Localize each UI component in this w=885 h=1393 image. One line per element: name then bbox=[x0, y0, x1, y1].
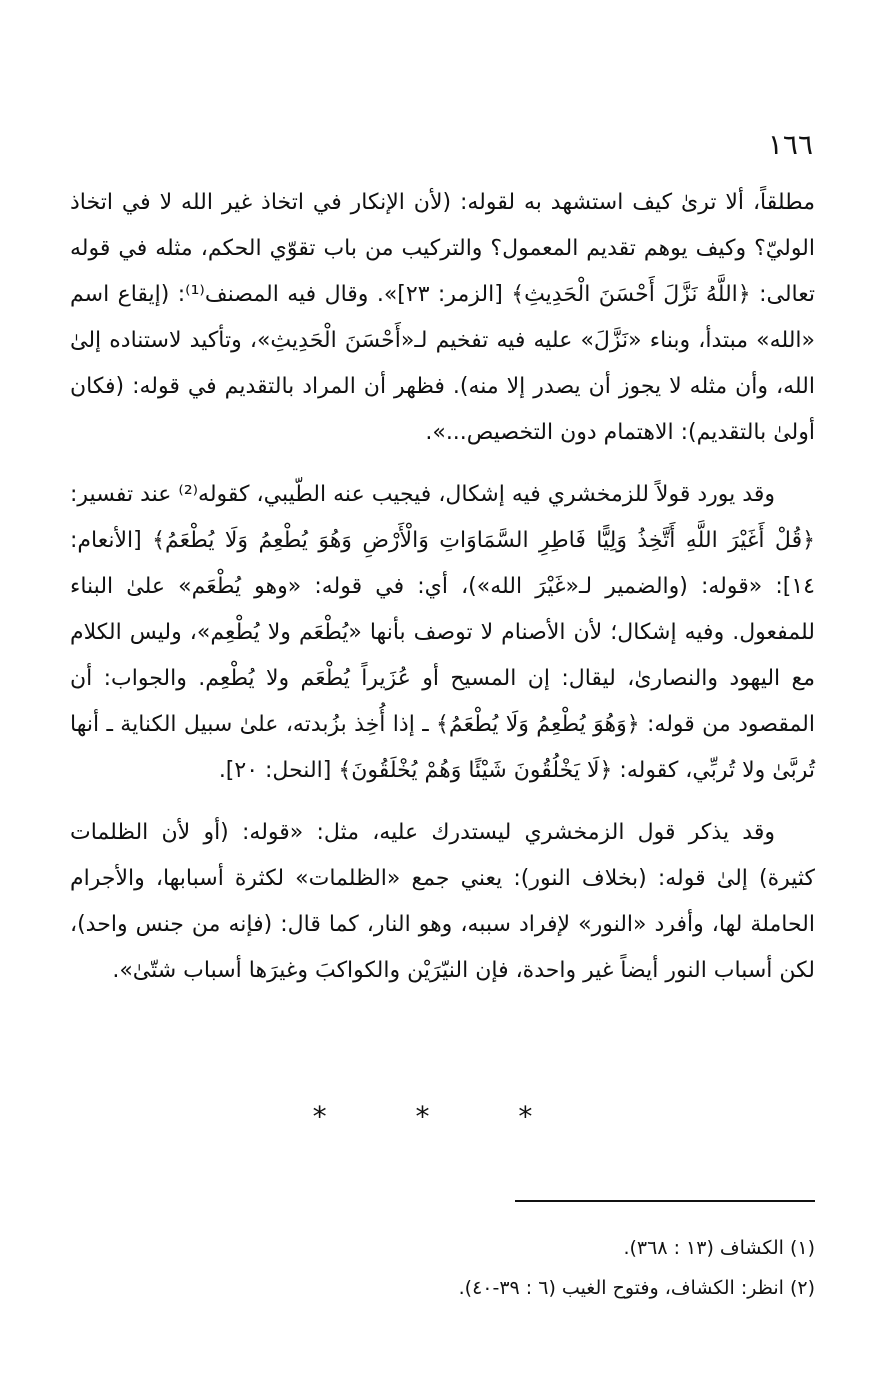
footnote-divider bbox=[515, 1200, 815, 1202]
footnote-1: (١) الكشاف (١٣ : ٣٦٨). bbox=[623, 1237, 815, 1259]
footnotes bbox=[70, 1228, 815, 1308]
footnote-2: (٢) انظر: الكشاف، وفتوح الغيب (٦ : ٣٩-٤٠). bbox=[458, 1277, 815, 1299]
paragraph-1: مطلقاً، ألا ترىٰ كيف استشهد به لقوله: (لأن الإنكار في اتخاذ غير الله لا في اتخاذ الوليّ؟ وكيف يوهم تقديم المعمول؟ والتركيب من باب تقوّي الحكم، مثله في قوله تعالى: ﴿اللَّهُ نَزَّلَ أَحْسَنَ الْحَدِيثِ﴾ [الزمر: ٢٣]». وقال فيه المصنف⁽¹⁾: (إيقاع اسم «الله» مبتدأ، وبناء «نَزَّلَ» عليه فيه تفخيم لـ«أَحْسَنَ الْحَدِيثِ»، وتأكيد لاستناده إلىٰ الله، وأن مثله لا يجوز أن يصدر إلا منه). فظهر أن المراد بالتقديم في قوله: (فكان أولىٰ بالتقديم): الاهتمام دون التخصيص...». bbox=[70, 190, 815, 445]
paragraph-3: وقد يذكر قول الزمخشري ليستدرك عليه، مثل: «قوله: (أو لأن الظلمات كثيرة) إلىٰ قوله: (بخلاف النور): يعني جمع «الظلمات» لكثرة أسبابها، والأجرام الحاملة لها، وأفرد «النور» لإفراد سببه، وهو النار، كما قال: (فإنه من جنس واحد)، لكن أسباب النور أيضاً غير واحدة، فإن النيّرَيْن والكواكبَ وغيرَها أسباب شتّىٰ». bbox=[70, 820, 815, 983]
section-separator: * * * bbox=[312, 1100, 573, 1133]
page-number: ١٦٦ bbox=[767, 128, 813, 161]
main-text bbox=[70, 180, 815, 1010]
paragraph-2: وقد يورد قولاً للزمخشري فيه إشكال، فيجيب عنه الطّيبي، كقوله⁽²⁾ عند تفسير: ﴿قُلْ أَغَيْرَ اللَّهِ أَتَّخِذُ وَلِيًّا فَاطِرِ السَّمَاوَاتِ وَالْأَرْضِ وَهُوَ يُطْعِمُ وَلَا يُطْعَمُ﴾ [الأنعام: ١٤]: «قوله: (والضمير لـ«غَيْرَ الله»)، أي: في قوله: «وهو يُطْعَم» علىٰ البناء للمفعول. وفيه إشكال؛ لأن الأصنام لا توصف بأنها «يُطْعَم ولا يُطْعِم»، وليس الكلام مع اليهود والنصارىٰ، ليقال: إن المسيح أو عُزَيراً يُطْعَم ولا يُطْعِم. والجواب: أن المقصود من قوله: ﴿وَهُوَ يُطْعِمُ وَلَا يُطْعَمُ﴾ ـ إذا أُخِذ بزُبدته، علىٰ سبيل الكناية ـ أنها تُربَّىٰ ولا تُربِّي، كقوله: ﴿لَا يَخْلُقُونَ شَيْئًا وَهُمْ يُخْلَقُونَ﴾ [النحل: ٢٠]. bbox=[70, 482, 815, 783]
